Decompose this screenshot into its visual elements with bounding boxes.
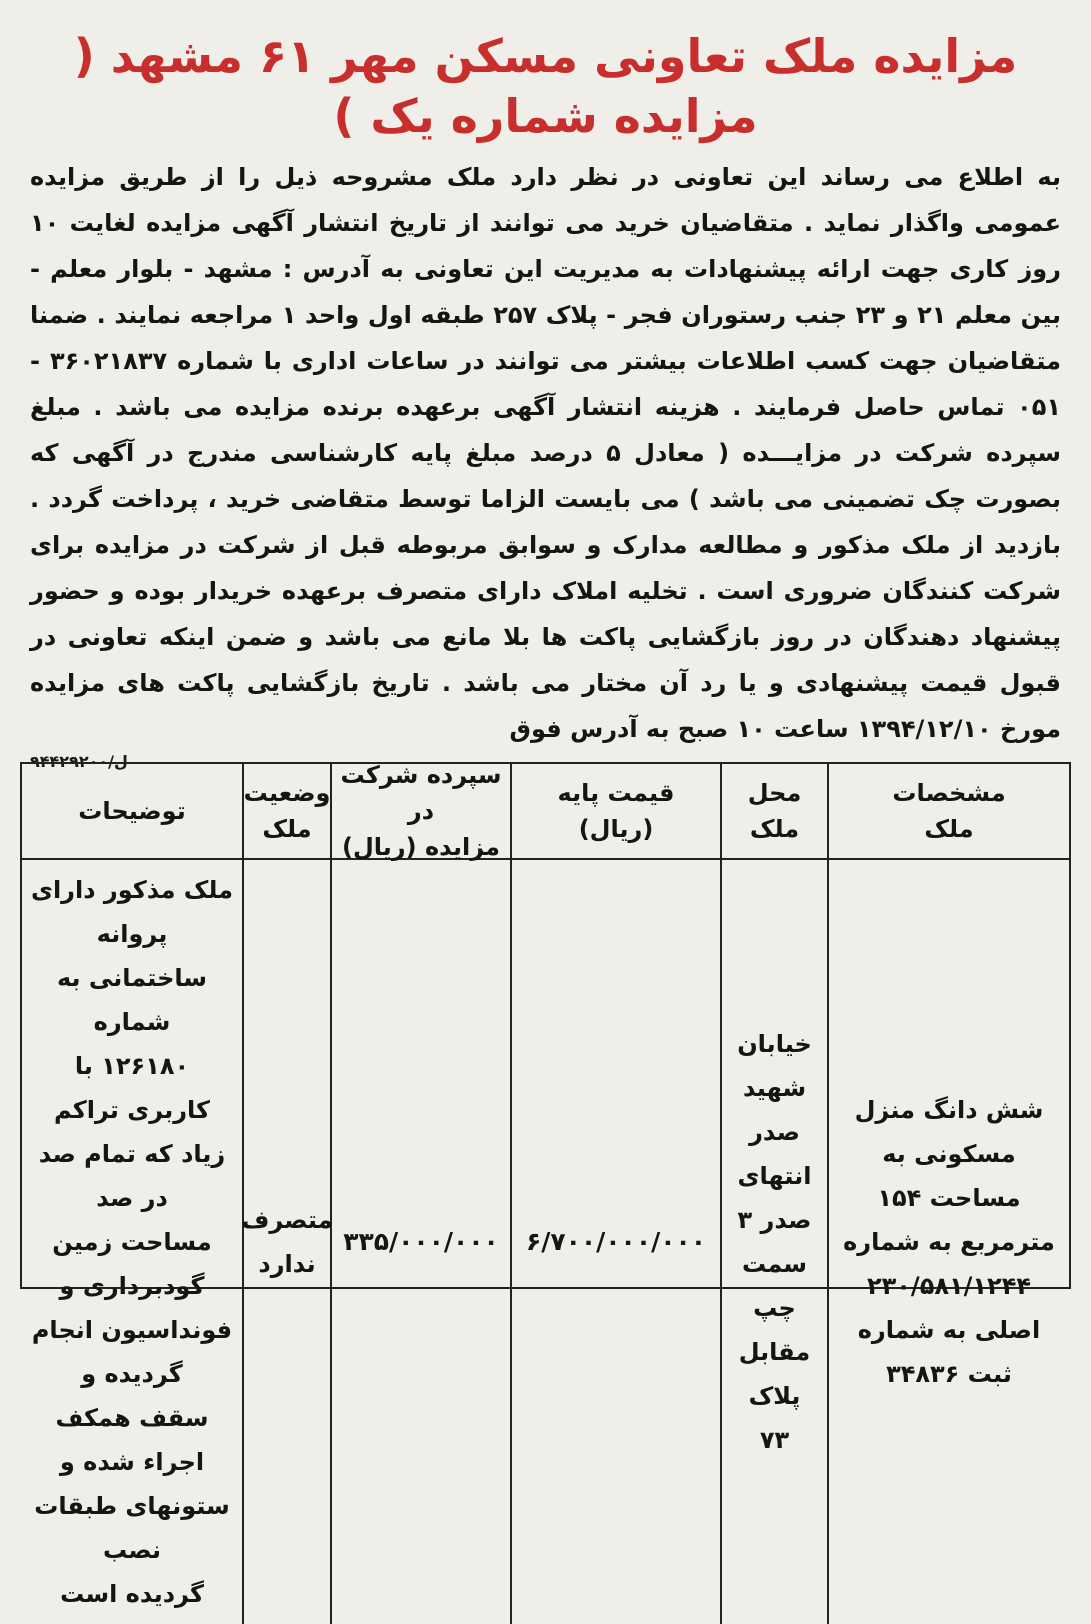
- cell-deposit: ۳۳۵/۰۰۰/۰۰۰: [332, 860, 512, 1624]
- notice-title: مزایده ملک تعاونی مسکن مهر ۶۱ مشهد ( مزایده شماره یک ): [73, 29, 1018, 143]
- header-deposit: سپرده شرکت در مزایده (ریال): [332, 764, 512, 860]
- notice-body: به اطلاع می رساند این تعاونی در نظر دارد ملک مشروحه ذیل را از طریق مزایده عمومی واگذار نماید . متقاضیان خرید می توانند از تاریخ انتشار آگهی مزایده لغایت ۱۰ روز کاری جهت ارائه پیشنهادات به مدیریت این تعاونی به آدرس : مشهد - بلوار معلم - بین معلم ۲۱ و ۲۳ جنب رستوران فجر - پلاک ۲۵۷ طبقه اول واحد ۱ مراجعه نمایند . ضمنا متقاضیان جهت کسب اطلاعات بیشتر می توانند در ساعات اداری با شماره ۳۶۰۲۱۸۳۷ - ۰۵۱ تماس حاصل فرمایند . هزینه انتشار آگهی برعهده برنده مزایده می باشد . مبلغ سپرده شرکت در مزایـــده ( معادل ۵ درصد مبلغ پایه کارشناسی مندرج در آگهی که بصورت چک تضمینی می باشد ) می بایست الزاما توسط متقاضی خرید ، پرداخت گردد . بازدید از ملک مذکور و مطالعه مدارک و سوابق مربوطه قبل از شرکت در مزایده برای شرکت کنندگان ضروری است . تخلیه املاک دارای متصرف برعهده خریدار بوده و حضور پیشنهاد دهندگان در روز بازگشایی پاکت ها بلا مانع می باشد و ضمن اینکه تعاونی در قبول قیمت پیشنهادی و یا رد آن مختار می باشد . تاریخ بازگشایی پاکت های مزایده مورخ ۱۳۹۴/۱۲/۱۰ ساعت ۱۰ صبح به آدرس فوق: [30, 163, 1062, 743]
- header-description: توضیحات: [22, 764, 244, 860]
- cell-specs: شش دانگ منزل مسکونی به مساحت ۱۵۴ مترمربع به شماره ۲۳۰/۵۸۱/۱۲۴۴ اصلی به شماره ثبت ۳۴۸۳۶: [843, 1096, 1055, 1388]
- cell-base-price: ۶/۷۰۰/۰۰۰/۰۰۰: [512, 860, 722, 1624]
- cell-description: ملک مذکور دارای پروانه ساختمانی به شماره ۱۲۶۱۸۰ با کاربری تراکم زیاد که تمام صد در صد مساحت زمین گودبرداری و فونداسیون انجام گردیده و سقف همکف اجراء شده و ستونهای طبقات نصب گردیده است: [22, 860, 244, 1624]
- cell-status: متصرف ندارد: [244, 860, 332, 1624]
- header-location: محل ملک: [722, 764, 829, 860]
- reference-code: ل/۹۴۴۲۹۲۰۰: [30, 752, 128, 771]
- header-base-price: قیمت پایه (ریال): [512, 764, 722, 860]
- header-specs: مشخصات ملک: [829, 764, 1069, 860]
- header-status: وضعیت ملک: [244, 764, 332, 860]
- cell-location: خیابان شهید صدر انتهای صدر ۳ سمت چپ مقابل پلاک ۷۳: [722, 860, 829, 1624]
